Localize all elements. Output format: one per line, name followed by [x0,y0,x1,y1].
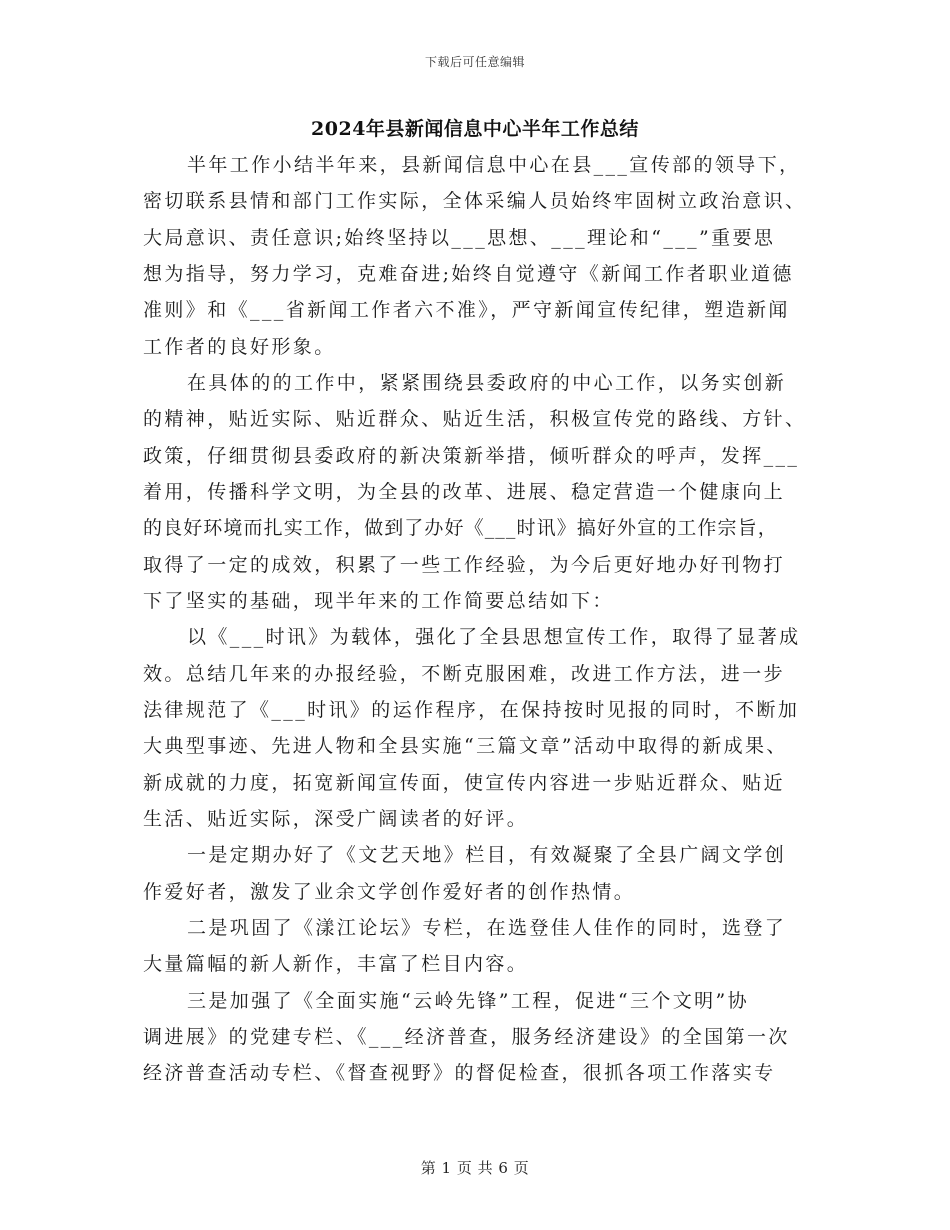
paragraph-line: 取得了一定的成效，积累了一些工作经验，为今后更好地办好刊物打 [143,553,786,576]
paragraph-line: 的良好环境而扎实工作，做到了办好《___时讯》搞好外宣的工作宗旨， [143,517,778,540]
header-note: 下载后可任意编辑 [424,55,525,69]
paragraph-line: 着用，传播科学文明，为全县的改革、进展、稳定营造一个健康向上 [143,480,786,503]
paragraph-line: 经济普查活动专栏、《督查视野》的督促检查，很抓各项工作落实专 [143,1062,776,1085]
paragraph-line: 大量篇幅的新人新作，丰富了栏目内容。 [143,953,529,976]
paragraph-line: 想为指导，努力学习，克难奋进;始终自觉遵守《新闻工作者职业道德 [143,262,794,285]
document-body [143,147,811,1092]
paragraph-line: 三是加强了《全面实施“云岭先锋”工程，促进“三个文明”协 [187,989,750,1012]
paragraph-line: 下了坚实的基础，现半年来的工作简要总结如下： [143,589,614,612]
paragraph-line: 大典型事迹、先进人物和全县实施“三篇文章”活动中取得的新成果、 [143,735,788,758]
paragraph-line: 调进展》的党建专栏、《___经济普查，服务经济建设》的全国第一次 [143,1025,790,1048]
document-title: 2024年县新闻信息中心半年工作总结 [311,118,639,140]
paragraph-line: 作爱好者，激发了业余文学创作爱好者的创作热情。 [143,880,636,903]
paragraph-line: 二是巩固了《漾江论坛》专栏，在选登佳人佳作的同时，选登了 [187,916,787,939]
paragraph-line: 政策，仔细贯彻县委政府的新决策新举措，倾听群众的呼声，发挥___ [143,444,800,467]
paragraph-line: 新成就的力度，拓宽新闻宣传面，使宣传内容进一步贴近群众、贴近 [143,771,786,794]
paragraph-line: 在具体的的工作中，紧紧围绕县委政府的中心工作，以务实创新 [187,371,787,394]
paragraph-line: 法律规范了《___时讯》的运作程序，在保持按时见报的同时，不断加 [143,698,800,721]
paragraph-line: 大局意识、责任意识;始终坚持以___思想、___理论和“___”重要思 [143,226,776,249]
page-number: 第 1 页 共 6 页 [420,1159,530,1177]
paragraph-line: 半年工作小结半年来，县新闻信息中心在县___宣传部的领导下， [187,154,801,176]
paragraph-line: 以《___时讯》为载体，强化了全县思想宣传工作，取得了显著成 [187,626,801,649]
paragraph-line: 一是定期办好了《文艺天地》栏目，有效凝聚了全县广阔文学创 [187,844,787,867]
paragraph-line: 效。总结几年来的办报经验，不断克服困难，改进工作方法，进一步 [143,662,786,685]
paragraph-line: 生活、贴近实际，深受广阔读者的好评。 [143,807,529,830]
paragraph-line: 工作者的良好形象。 [143,335,336,358]
paragraph-line: 密切联系县情和部门工作实际，全体采编人员始终牢固树立政治意识、 [143,190,807,213]
paragraph-line: 的精神，贴近实际、贴近群众、贴近生活，积极宣传党的路线、方针、 [143,408,807,431]
paragraph-line: 准则》和《___省新闻工作者六不准》，严守新闻宣传纪律，塑造新闻 [143,299,790,322]
